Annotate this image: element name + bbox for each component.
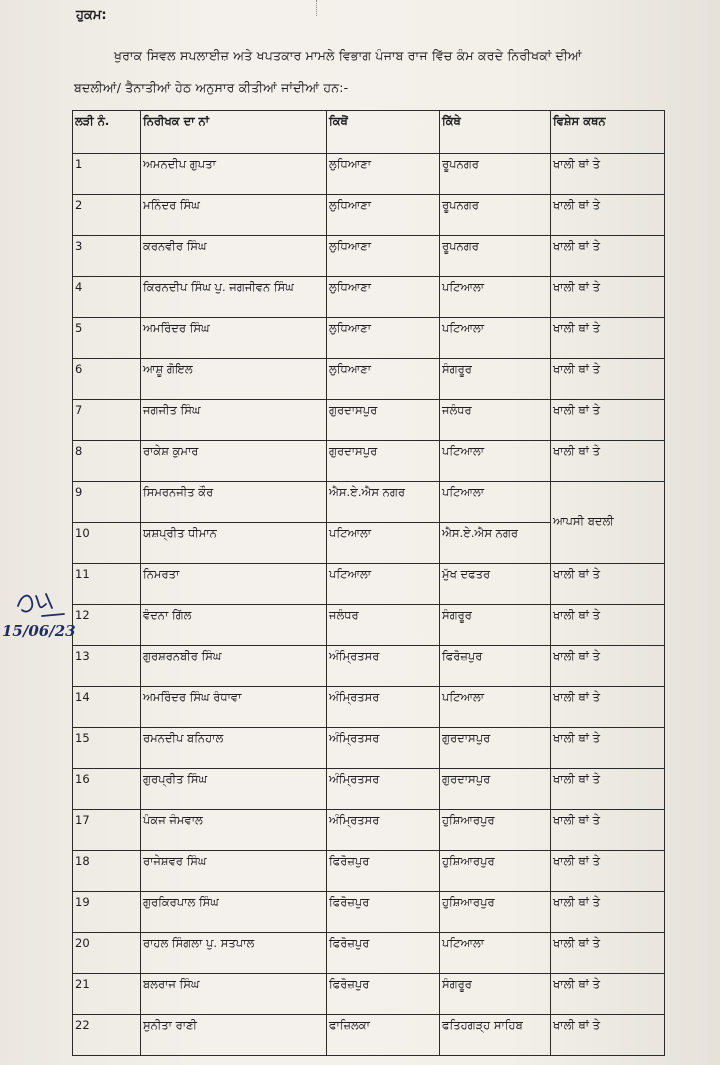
handwritten-signature xyxy=(2,584,76,654)
cell-serial: 11 xyxy=(73,564,141,605)
cell-serial: 14 xyxy=(73,687,141,728)
table-row xyxy=(73,154,665,195)
cell-serial: 8 xyxy=(73,441,141,482)
table-row xyxy=(73,728,665,769)
cell-inspector-name: ਰਾਜੇਸ਼ਵਰ ਸਿੰਘ xyxy=(141,851,327,892)
cell-inspector-name: ਯਸ਼ਪ੍ਰੀਤ ਧੀਮਾਨ xyxy=(141,523,327,564)
cell-remarks: ਖਾਲੀ ਥਾਂ ਤੇ xyxy=(551,1015,665,1056)
table-row xyxy=(73,687,665,728)
cell-inspector-name: ਗੁਰਕਿਰਪਾਲ ਸਿੰਘ xyxy=(141,892,327,933)
column-header-inspector-name: ਨਿਰੀਖਕ ਦਾ ਨਾਂ xyxy=(141,111,327,154)
cell-serial: 13 xyxy=(73,646,141,687)
cell-inspector-name: ਜਗਜੀਤ ਸਿੰਘ xyxy=(141,400,327,441)
cell-serial: 16 xyxy=(73,769,141,810)
cell-from: ਐਸ.ਏ.ਐਸ ਨਗਰ xyxy=(327,482,440,523)
cell-to: ਜਲੰਧਰ xyxy=(440,400,551,441)
cell-remarks: ਖਾਲੀ ਥਾਂ ਤੇ xyxy=(551,892,665,933)
cell-inspector-name: ਕਿਰਨਦੀਪ ਸਿੰਘ ਪੁ. ਜਗਜੀਵਨ ਸਿੰਘ xyxy=(141,277,327,318)
cell-to: ਰੂਪਨਗਰ xyxy=(440,195,551,236)
cell-to: ਪਟਿਆਲਾ xyxy=(440,933,551,974)
cell-inspector-name: ਆਸ਼ੂ ਗੋਇਲ xyxy=(141,359,327,400)
cell-remarks: ਖਾਲੀ ਥਾਂ ਤੇ xyxy=(551,318,665,359)
cell-remarks: ਖਾਲੀ ਥਾਂ ਤੇ xyxy=(551,564,665,605)
cell-remarks: ਆਪਸੀ ਬਦਲੀ xyxy=(551,482,665,564)
cell-to: ਸੰਗਰੂਰ xyxy=(440,605,551,646)
cell-from: ਲੁਧਿਆਣਾ xyxy=(327,277,440,318)
cell-inspector-name: ਰਾਹਲ ਸਿੰਗਲਾ ਪੁ. ਸਤਪਾਲ xyxy=(141,933,327,974)
cell-serial: 20 xyxy=(73,933,141,974)
cell-from: ਅੰਮ੍ਰਿਤਸਰ xyxy=(327,728,440,769)
cell-serial: 19 xyxy=(73,892,141,933)
cell-serial: 2 xyxy=(73,195,141,236)
cell-inspector-name: ਅਮਰਿੰਦਰ ਸਿੰਘ xyxy=(141,318,327,359)
cell-inspector-name: ਸਿਮਰਨਜੀਤ ਕੌਰ xyxy=(141,482,327,523)
column-header-remarks: ਵਿਸ਼ੇਸ ਕਥਨ xyxy=(551,111,665,154)
table-row xyxy=(73,933,665,974)
cell-serial: 22 xyxy=(73,1015,141,1056)
cell-from: ਫਿਰੋਜ਼ਪੁਰ xyxy=(327,892,440,933)
table-header-row xyxy=(73,111,665,154)
cell-remarks: ਖਾਲੀ ਥਾਂ ਤੇ xyxy=(551,974,665,1015)
table-row xyxy=(73,892,665,933)
cell-remarks: ਖਾਲੀ ਥਾਂ ਤੇ xyxy=(551,441,665,482)
intro-line-2: ਬਦਲੀਆਂ/ ਤੈਨਾਤੀਆਂ ਹੇਠ ਅਨੁਸਾਰ ਕੀਤੀਆਂ ਜਾਂਦੀਆਂ ਹਨ:- xyxy=(74,80,349,95)
cell-serial: 5 xyxy=(73,318,141,359)
cell-serial: 1 xyxy=(73,154,141,195)
signature-date: 15/06/23 xyxy=(2,622,76,640)
cell-remarks: ਖਾਲੀ ਥਾਂ ਤੇ xyxy=(551,728,665,769)
cell-remarks: ਖਾਲੀ ਥਾਂ ਤੇ xyxy=(551,195,665,236)
table-row xyxy=(73,851,665,892)
cell-to: ਗੁਰਦਾਸਪੁਰ xyxy=(440,728,551,769)
cell-inspector-name: ਮਨਿੰਦਰ ਸਿੰਘ xyxy=(141,195,327,236)
table-row xyxy=(73,646,665,687)
cell-from: ਅੰਮ੍ਰਿਤਸਰ xyxy=(327,769,440,810)
table-row xyxy=(73,482,665,523)
cell-from: ਫਿਰੋਜ਼ਪੁਰ xyxy=(327,851,440,892)
cell-serial: 4 xyxy=(73,277,141,318)
cell-remarks: ਖਾਲੀ ਥਾਂ ਤੇ xyxy=(551,236,665,277)
cell-inspector-name: ਬਲਰਾਜ ਸਿੰਘ xyxy=(141,974,327,1015)
table-row xyxy=(73,605,665,646)
cell-inspector-name: ਕਰਨਵੀਰ ਸਿੰਘ xyxy=(141,236,327,277)
cell-serial: 10 xyxy=(73,523,141,564)
column-header-to: ਕਿੱਥੇ xyxy=(440,111,551,154)
cell-inspector-name: ਰਮਨਦੀਪ ਬਨਿਹਾਲ xyxy=(141,728,327,769)
cell-inspector-name: ਨਿਮਰਤਾ xyxy=(141,564,327,605)
cell-to: ਪਟਿਆਲਾ xyxy=(440,277,551,318)
cell-to: ਹੁਸ਼ਿਆਰਪੁਰ xyxy=(440,810,551,851)
cell-from: ਗੁਰਦਾਸਪੁਰ xyxy=(327,441,440,482)
cell-serial: 21 xyxy=(73,974,141,1015)
cell-remarks: ਖਾਲੀ ਥਾਂ ਤੇ xyxy=(551,154,665,195)
table-row xyxy=(73,318,665,359)
cell-from: ਲੁਧਿਆਣਾ xyxy=(327,359,440,400)
cell-to: ਪਟਿਆਲਾ xyxy=(440,687,551,728)
cell-to: ਸੰਗਰੂਰ xyxy=(440,359,551,400)
cell-remarks: ਖਾਲੀ ਥਾਂ ਤੇ xyxy=(551,646,665,687)
cell-inspector-name: ਗੁਰਪ੍ਰੀਤ ਸਿੰਘ xyxy=(141,769,327,810)
table-row xyxy=(73,974,665,1015)
intro-line-1: ਖੁਰਾਕ ਸਿਵਲ ਸਪਲਾਈਜ਼ ਅਤੇ ਖਪਤਕਾਰ ਮਾਮਲੇ ਵਿਭਾਗ ਪੰਜਾਬ ਰਾਜ ਵਿੱਚ ਕੰਮ ਕਰਦੇ ਨਿਰੀਖਕਾਂ ਦੀਆਂ xyxy=(114,48,582,63)
cell-serial: 15 xyxy=(73,728,141,769)
cell-to: ਰੂਪਨਗਰ xyxy=(440,236,551,277)
cell-remarks: ਖਾਲੀ ਥਾਂ ਤੇ xyxy=(551,605,665,646)
table-row xyxy=(73,277,665,318)
cell-serial: 3 xyxy=(73,236,141,277)
cell-remarks: ਖਾਲੀ ਥਾਂ ਤੇ xyxy=(551,933,665,974)
cell-inspector-name: ਅਮਰਿੰਦਰ ਸਿੰਘ ਰੰਧਾਵਾ xyxy=(141,687,327,728)
table-row xyxy=(73,441,665,482)
table-row xyxy=(73,236,665,277)
cell-from: ਅੰਮ੍ਰਿਤਸਰ xyxy=(327,646,440,687)
cell-serial: 18 xyxy=(73,851,141,892)
cell-from: ਅੰਮ੍ਰਿਤਸਰ xyxy=(327,687,440,728)
column-header-serial: ਲੜੀ ਨੰ. xyxy=(73,111,141,154)
cell-from: ਲੁਧਿਆਣਾ xyxy=(327,236,440,277)
table-row xyxy=(73,1015,665,1056)
cell-remarks: ਖਾਲੀ ਥਾਂ ਤੇ xyxy=(551,687,665,728)
cell-inspector-name: ਅਮਨਦੀਪ ਗੁਪਤਾ xyxy=(141,154,327,195)
cell-serial: 9 xyxy=(73,482,141,523)
cell-to: ਪਟਿਆਲਾ xyxy=(440,482,551,523)
cell-serial: 7 xyxy=(73,400,141,441)
cell-inspector-name: ਗੁਰਸ਼ਰਨਬੀਰ ਸਿੰਘ xyxy=(141,646,327,687)
table-row xyxy=(73,400,665,441)
cell-inspector-name: ਪੰਕਜ ਜੰਮਵਾਲ xyxy=(141,810,327,851)
cell-from: ਪਟਿਆਲਾ xyxy=(327,523,440,564)
cell-remarks: ਖਾਲੀ ਥਾਂ ਤੇ xyxy=(551,810,665,851)
cell-serial: 12 xyxy=(73,605,141,646)
cell-from: ਫਿਰੋਜ਼ਪੁਰ xyxy=(327,974,440,1015)
cell-to: ਹੁਸ਼ਿਆਰਪੁਰ xyxy=(440,851,551,892)
cell-remarks: ਖਾਲੀ ਥਾਂ ਤੇ xyxy=(551,277,665,318)
cell-to: ਸੰਗਰੂਰ xyxy=(440,974,551,1015)
table-row xyxy=(73,810,665,851)
cell-from: ਪਟਿਆਲਾ xyxy=(327,564,440,605)
cell-from: ਗੁਰਦਾਸਪੁਰ xyxy=(327,400,440,441)
column-header-from: ਕਿਥੋਂ xyxy=(327,111,440,154)
cell-to: ਪਟਿਆਲਾ xyxy=(440,318,551,359)
transfer-table xyxy=(72,110,665,1056)
cell-remarks: ਖਾਲੀ ਥਾਂ ਤੇ xyxy=(551,359,665,400)
table-row xyxy=(73,359,665,400)
order-heading: ਹੁਕਮ: xyxy=(76,8,107,23)
cell-serial: 17 xyxy=(73,810,141,851)
cell-remarks: ਖਾਲੀ ਥਾਂ ਤੇ xyxy=(551,400,665,441)
cell-from: ਲੁਧਿਆਣਾ xyxy=(327,195,440,236)
cell-to: ਗੁਰਦਾਸਪੁਰ xyxy=(440,769,551,810)
cell-from: ਜਲੰਧਰ xyxy=(327,605,440,646)
cell-to: ਐਸ.ਏ.ਐਸ ਨਗਰ xyxy=(440,523,551,564)
cell-serial: 6 xyxy=(73,359,141,400)
cell-to: ਰੂਪਨਗਰ xyxy=(440,154,551,195)
cell-to: ਫਿਰੋਜ਼ਪੁਰ xyxy=(440,646,551,687)
cell-from: ਲੁਧਿਆਣਾ xyxy=(327,154,440,195)
cell-to: ਮੁੱਖ ਦਫਤਰ xyxy=(440,564,551,605)
fold-mark xyxy=(316,0,319,16)
intro-paragraph xyxy=(74,40,674,104)
cell-from: ਲੁਧਿਆਣਾ xyxy=(327,318,440,359)
cell-from: ਅੰਮ੍ਰਿਤਸਰ xyxy=(327,810,440,851)
cell-from: ਫਿਰੋਜ਼ਪੁਰ xyxy=(327,933,440,974)
cell-to: ਫਤਿਹਗੜ੍ਹ ਸਾਹਿਬ xyxy=(440,1015,551,1056)
cell-remarks: ਖਾਲੀ ਥਾਂ ਤੇ xyxy=(551,851,665,892)
cell-to: ਹੁਸ਼ਿਆਰਪੁਰ xyxy=(440,892,551,933)
table-row xyxy=(73,195,665,236)
table-row xyxy=(73,769,665,810)
cell-remarks: ਖਾਲੀ ਥਾਂ ਤੇ xyxy=(551,769,665,810)
cell-inspector-name: ਸੁਨੀਤਾ ਰਾਣੀ xyxy=(141,1015,327,1056)
cell-to: ਪਟਿਆਲਾ xyxy=(440,441,551,482)
cell-inspector-name: ਵੰਦਨਾ ਗਿੱਲ xyxy=(141,605,327,646)
table-row xyxy=(73,564,665,605)
cell-inspector-name: ਰਾਕੇਸ਼ ਕੁਮਾਰ xyxy=(141,441,327,482)
cell-from: ਫਾਜ਼ਿਲਕਾ xyxy=(327,1015,440,1056)
